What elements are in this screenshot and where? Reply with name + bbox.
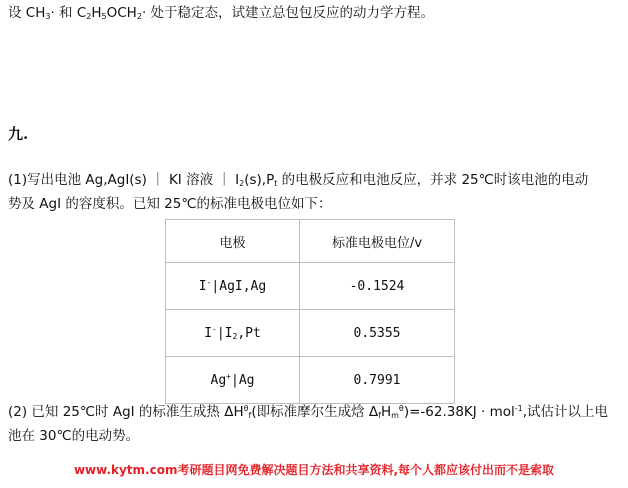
table-row [166, 310, 455, 357]
watermark-footer: www.kytm.com考研题目网免费解决题目方法和共享资料,每个人都应该付出而不是索取 [73, 463, 555, 477]
standard-potential-table [165, 219, 455, 404]
electrode-cell: $I^-|I_2,Pt$ [166, 310, 300, 357]
potential-cell: 0.7991 [300, 357, 455, 404]
q8-tail-text: 设 $CH_3\cdot$ 和 $C_2H_5OCH_2\cdot$ 处于稳定态，试建立总包包反应的动力学方程。 [8, 5, 435, 21]
question-9-heading: 九. [8, 125, 29, 143]
part-2-line-2: 池在 30℃的电动势。 [8, 428, 140, 444]
table-header-row [166, 220, 455, 263]
header-electrode: 电极 [166, 220, 300, 263]
part-1-line-2: 势及 AgI 的容度积。已知 25℃的标准电极电位如下： [8, 196, 332, 212]
part-1-line-1: (1)写出电池 Ag,AgI(s) ｜ KI 溶液 ｜ $I_2(s),P_t$ 的电极反应和电池反应，并求 25℃时该电池的电动 [8, 172, 589, 188]
table-row [166, 357, 455, 404]
header-potential: 标准电极电位/v [300, 220, 455, 263]
potential-cell: -0.1524 [300, 263, 455, 310]
table-row [166, 263, 455, 310]
potential-cell: 0.5355 [300, 310, 455, 357]
part-2-line-1: (2) 已知 25℃时 AgI 的标准生成热 $\Delta H^\theta_f$(即标准摩尔生成焓 $\Delta_fH_m^\theta)=-62.38KJ \cdot mol^{-1}$,试估计以上电 [8, 404, 609, 420]
electrode-cell: Ag+|Ag [166, 357, 300, 404]
electrode-cell: I-|AgI,Ag [166, 263, 300, 310]
